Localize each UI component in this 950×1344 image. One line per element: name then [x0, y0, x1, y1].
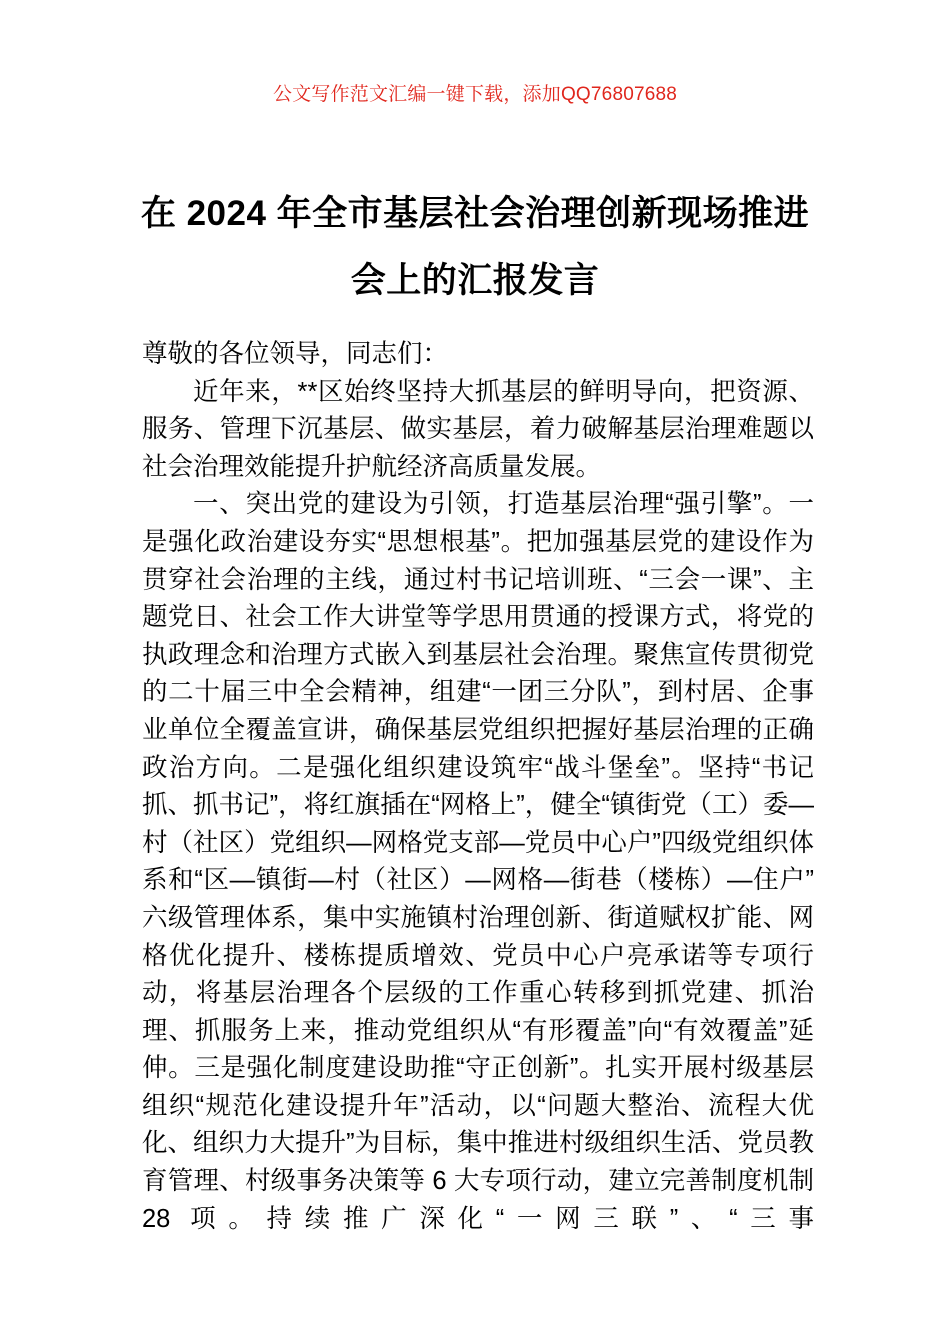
body-paragraph-2: 一、突出党的建设为引领，打造基层治理“强引擎”。一是强化政治建设夯实“思想根基”。把加强基层党的建设作为贯穿社会治理的主线，通过村书记培训班、“三会一课”、主题党日、社会工作大讲堂等学思用贯通的授课方式，将党的执政理念和治理方式嵌入到基层社会治理。聚焦宣传贯彻党的二十届三中全会精神，组建“一团三分队”，到村居、企事业单位全覆盖宣讲，确保基层党组织把握好基层治理的正确政治方向。二是强化组织建设筑牢“战斗堡垒”。坚持“书记抓、抓书记”，将红旗插在“网格上”，健全“镇街党（工）委—村（社区）党组织—网格党支部—党员中心户”四级党组织体系和“区—镇街—村（社区）—网格—街巷（楼栋）—住户”六级管理体系，集中实施镇村治理创新、街道赋权扩能、网格优化提升、楼栋提质增效、党员中心户亮承诺等专项行动，将基层治理各个层级的工作重心转移到抓党建、抓治理、抓服务上来，推动党组织从“有形覆盖”向“有效覆盖”延伸。三是强化制度建设助推“守正创新”。扎实开展村级基层组织“规范化建设提升年”活动，以“问题大整治、流程大优化、组织力大提升”为目标，集中推进村级组织生活、党员教育管理、村级事务决策等 6 大专项行动，建立完善制度机制 28 项。持续推广深化“一网三联”、“三事 — [142, 490, 814, 1233]
promo-watermark-text: 公文写作范文汇编一键下载，添加QQ76807688 — [272, 84, 678, 105]
page-title — [118, 180, 832, 314]
salutation-paragraph: 尊敬的各位领导，同志们： — [142, 340, 449, 368]
document-body — [142, 336, 814, 1238]
page-title-line-1: 在 2024 年全市基层社会治理创新现场推进 — [140, 194, 810, 233]
page-title-line-2: 会上的汇报发言 — [350, 261, 600, 300]
body-paragraph-1: 近年来，**区始终坚持大抓基层的鲜明导向，把资源、服务、管理下沉基层、做实基层，着力破解基层治理难题以社会治理效能提升护航经济高质量发展。 — [142, 377, 814, 481]
